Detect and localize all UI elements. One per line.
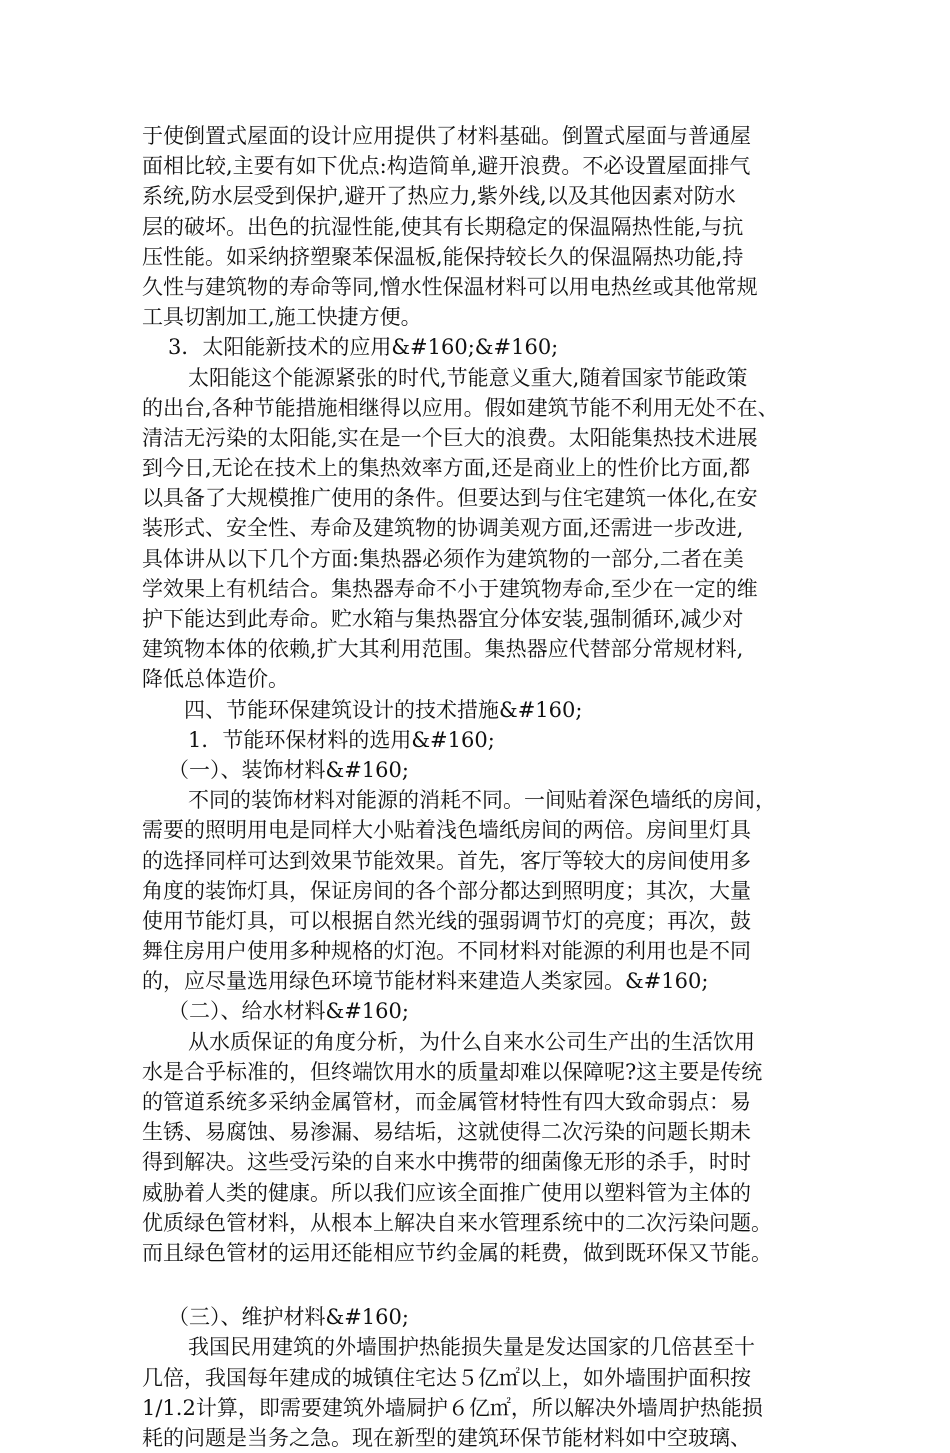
text-line: 清洁无污染的太阳能,实在是一个巨大的浪费。太阳能集热技术进展: [142, 425, 758, 450]
text-line: 装形式、安全性、寿命及建筑物的协调美观方面,还需进一步改进,: [142, 516, 744, 541]
section-heading: 3．太阳能新技术的应用&#160;&#160;: [168, 335, 559, 360]
paragraph-first-line: 不同的装饰材料对能源的消耗不同。一间贴着深色墙纸的房间，: [188, 788, 776, 813]
section-heading: 四、节能环保建筑设计的技术措施&#160;: [184, 697, 583, 722]
text-line: 的选择同样可达到效果节能效果。首先，客厅等较大的房间使用多: [142, 848, 751, 873]
text-line: 学效果上有机结合。集热器寿命不小于建筑物寿命,至少在一定的维: [142, 576, 758, 601]
paragraph-first-line: 从水质保证的角度分析，为什么自来水公司生产出的生活饮用: [188, 1029, 755, 1054]
text-line: 角度的装饰灯具，保证房间的各个部分都达到照明度；其次，大量: [142, 878, 751, 903]
text-line: 得到解决。这些受污染的自来水中携带的细菌像无形的杀手，时时: [142, 1150, 751, 1175]
text-line: 舞住房用户使用多种规格的灯泡。不同材料对能源的利用也是不同: [142, 939, 751, 964]
text-line: 到今日,无论在技术上的集热效率方面,还是商业上的性价比方面,都: [142, 456, 751, 481]
subsection-heading: （二）、给水材料&#160;: [168, 999, 409, 1024]
paragraph-gap: [142, 1268, 812, 1302]
text-line: 压性能。如采纳挤塑聚苯保温板,能保持较长久的保温隔热功能,持: [142, 244, 744, 269]
text-line: 生锈、易腐蚀、易渗漏、易结垢，这就使得二次污染的问题长期未: [142, 1120, 751, 1145]
text-line: 工具切割加工,施工快捷方便。: [142, 305, 422, 330]
subsection-heading: 1．节能环保材料的选用&#160;: [188, 727, 495, 752]
text-line: 1/1.2计算，即需要建筑外墙屙护６亿㎡，所以解决外墙周护热能损: [142, 1395, 763, 1420]
text-line: 水是合乎标准的，但终端饮用水的质量却难以保障呢?这主要是传统: [142, 1059, 763, 1084]
text-line: 使用节能灯具，可以根据自然光线的强弱调节灯的亮度；再次，鼓: [142, 908, 751, 933]
text-line: 层的破坏。出色的抗湿性能,使其有长期稳定的保温隔热性能,与抗: [142, 214, 744, 239]
text-line: 建筑物本体的依赖,扩大其利用范围。集热器应代替部分常规材料,: [142, 637, 744, 662]
text-line: 而且绿色管材的运用还能相应节约金属的耗费，做到既环保又节能。: [142, 1240, 772, 1265]
paragraph-first-line: 太阳能这个能源紧张的时代,节能意义重大,随着国家节能政策: [188, 365, 748, 390]
text-line: 需要的照明用电是同样大小贴着浅色墙纸房间的两倍。房间里灯具: [142, 818, 751, 843]
text-line: 的出台,各种节能措施相继得以应用。假如建筑节能不利用无处不在、: [142, 395, 779, 420]
text-line: 护下能达到此寿命。贮水箱与集热器宜分体安装,强制循环,减少对: [142, 607, 744, 631]
text-line: 面相比较,主要有如下优点:构造简单,避开浪费。不必设置屋面排气: [142, 154, 751, 179]
text-line: 的管道系统多采纳金属管材，而金属管材特性有四大致命弱点：易: [142, 1090, 751, 1114]
text-line: 以具备了大规模推广使用的条件。但要达到与住宅建筑一体化,在安: [142, 486, 758, 511]
text-line: 具体讲从以下几个方面:集热器必须作为建筑物的一部分,二者在美: [142, 546, 744, 571]
paragraph-first-line: 我国民用建筑的外墙围护热能损失量是发达国家的几倍甚至十: [188, 1335, 755, 1360]
text-line: 于使倒置式屋面的设计应用提供了材料基础。倒置式屋面与普通屋: [142, 124, 751, 148]
text-line: 久性与建筑物的寿命等同,憎水性保温材料可以用电热丝或其他常规: [142, 274, 758, 299]
text-line: 几倍，我国每年建成的城镇住宅达５亿㎡以上，如外墙围护面积按: [142, 1365, 751, 1390]
body-text: [142, 121, 812, 1453]
subsection-heading: （三）、维护材料&#160;: [168, 1305, 409, 1330]
text-line: 的，应尽量选用绿色环境节能材料来建造人类家园。&#160;: [142, 969, 709, 994]
subsection-heading: （一）、装饰材料&#160;: [168, 757, 409, 782]
text-line: 耗的问题是当务之急。现在新型的建筑环保节能材料如中空玻璃、: [142, 1425, 751, 1450]
text-line: 系统,防水层受到保护,避开了热应力,紫外线,以及其他因素对防水: [142, 184, 736, 209]
text-line: 降低总体造价。: [142, 667, 289, 692]
text-line: 优质绿色管材料，从根本上解决自来水管理系统中的二次污染问题。: [142, 1210, 772, 1235]
text-line: 威胁着人类的健康。所以我们应该全面推广使用以塑料管为主体的: [142, 1180, 751, 1205]
